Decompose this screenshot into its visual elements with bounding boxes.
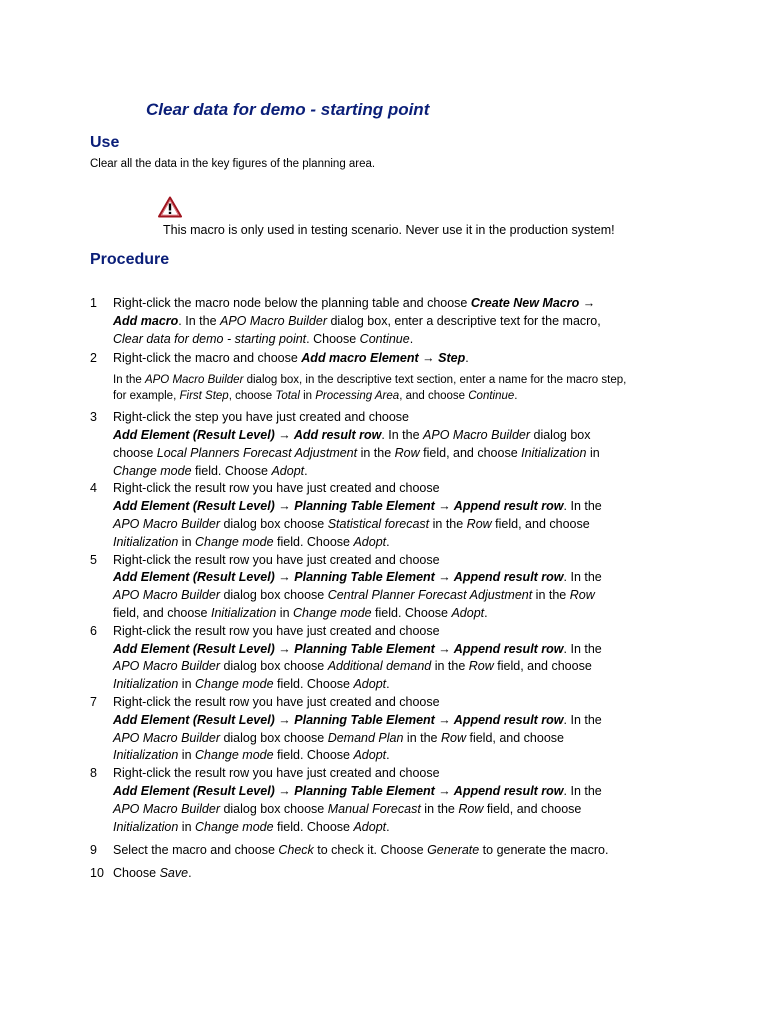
step-text: Right-click the result row you have just created and choose Add Element (Result Level) → Planning Table Element → Append result row. In the APO Macro Builder dialog box choose Central Planner Forecast Adjustment in the Row field, and choose Initialization in Change mode field. Choose Adopt. (113, 552, 602, 620)
warning-triangle-icon (158, 196, 182, 218)
procedure-step (90, 623, 710, 694)
procedure-heading: Procedure (90, 251, 170, 268)
step-number: 1 (90, 296, 97, 310)
step-subtext: In the APO Macro Builder dialog box, in the descriptive text section, enter a name for the macro step, for example, First Step, choose Total in Processing Area, and choose Continue. (113, 374, 627, 402)
step-number: 7 (90, 694, 97, 709)
step-text: Right-click the macro node below the planning table and choose Create New Macro → Add macro. In the APO Macro Builder dialog box, enter a descriptive text for the macro, Clear data for demo - starting point. Choose Continue. (113, 296, 601, 346)
step-number: 6 (90, 623, 97, 638)
procedure-step (90, 295, 710, 348)
step-number: 5 (90, 552, 97, 567)
step-number: 9 (90, 843, 97, 858)
procedure-step (90, 842, 710, 860)
warning-text: This macro is only used in testing scenario. Never use it in the production system! (163, 223, 615, 237)
procedure-step (90, 694, 710, 765)
step-number: 4 (90, 481, 97, 496)
procedure-step (90, 350, 710, 404)
step-text: Right-click the step you have just created and choose Add Element (Result Level) → Add result row. In the APO Macro Builder dialog box choose Local Planners Forecast Adjustment in the Row field, and choose Initialization in Change mode field. Choose Adopt. (113, 410, 600, 478)
step-text: Right-click the result row you have just created and choose Add Element (Result Level) → Planning Table Element → Append result row. In the APO Macro Builder dialog box choose Additional demand in the Row field, and choose Initialization in Change mode field. Choose Adopt. (113, 623, 602, 692)
procedure-step (90, 480, 710, 551)
step-text: Select the macro and choose Check to check it. Choose Generate to generate the macro. (113, 843, 609, 858)
procedure-step (90, 765, 710, 836)
procedure-step (90, 409, 710, 480)
procedure-steps (90, 295, 710, 883)
step-number: 3 (90, 410, 97, 425)
step-text: Right-click the result row you have just created and choose Add Element (Result Level) → Planning Table Element → Append result row. In the APO Macro Builder dialog box choose Manual Forecast in the Row field, and choose Initialization in Change mode field. Choose Adopt. (113, 766, 602, 834)
procedure-step (90, 865, 710, 883)
step-text: Right-click the macro and choose Add macro Element → Step. (113, 351, 469, 366)
step-text: Right-click the result row you have just created and choose Add Element (Result Level) → Planning Table Element → Append result row. In the APO Macro Builder dialog box choose Statistical forecast in the Row field, and choose Initialization in Change mode field. Choose Adopt. (113, 481, 602, 549)
step-number: 8 (90, 766, 97, 781)
use-text: Clear all the data in the key figures of the planning area. (90, 158, 376, 170)
procedure-step (90, 552, 710, 623)
step-text: Choose Save. (113, 866, 192, 881)
step-number: 10 (90, 866, 104, 881)
step-text: Right-click the result row you have just created and choose Add Element (Result Level) → Planning Table Element → Append result row. In the APO Macro Builder dialog box choose Demand Plan in the Row field, and choose Initialization in Change mode field. Choose Adopt. (113, 694, 602, 763)
page-title: Clear data for demo - starting point (146, 100, 430, 119)
use-heading: Use (90, 134, 120, 151)
step-number: 2 (90, 351, 97, 366)
